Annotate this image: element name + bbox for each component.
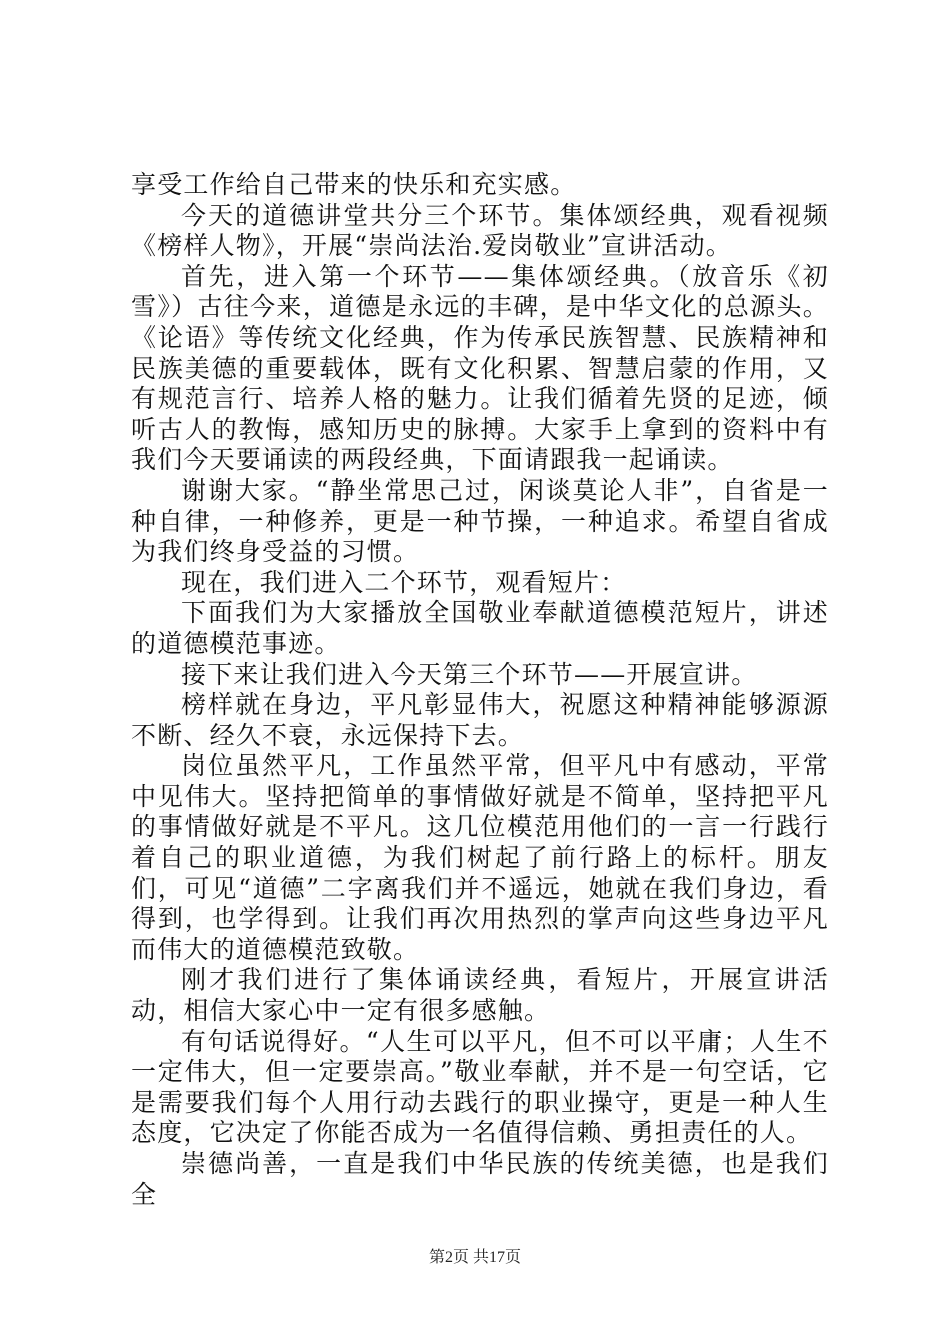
paragraph-5: 现在，我们进入二个环节，观看短片：	[181, 567, 627, 597]
paragraph-11: 有句话说得好。“人生可以平凡，但不可以平庸；人生不一定伟大，但一定要崇高。”敬业奉献，并不是一句空话，它是需要我们每个人用行动去践行的职业操守，更是一种人生态度，它决定了你能否成为一名值得信赖、勇担责任的人。	[131, 1026, 829, 1148]
paragraph-10: 刚才我们进行了集体诵读经典，看短片，开展宣讲活动，相信大家心中一定有很多感触。	[131, 965, 829, 1026]
document-body	[131, 170, 829, 1210]
paragraph-9: 岗位虽然平凡，工作虽然平常，但平凡中有感动，平常中见伟大。坚持把简单的事情做好就是不简单，坚持把平凡的事情做好就是不平凡。这几位模范用他们的一言一行践行着自己的职业道德，为我们树起了前行路上的标杆。朋友们，可见“道德”二字离我们并不遥远，她就在我们身边，看得到，也学得到。让我们再次用热烈的掌声向这些身边平凡而伟大的道德模范致敬。	[131, 751, 829, 964]
paragraph-3: 首先，进入第一个环节——集体颂经典。（放音乐《初雪》）古往今来，道德是永远的丰碑，是中华文化的总源头。《论语》等传统文化经典，作为传承民族智慧、民族精神和民族美德的重要载体，既有文化积累、智慧启蒙的作用，又有规范言行、培养人格的魅力。让我们循着先贤的足迹，倾听古人的教悔，感知历史的脉搏。大家手上拿到的资料中有我们今天要诵读的两段经典，下面请跟我一起诵读。	[131, 261, 829, 475]
paragraph-6: 下面我们为大家播放全国敬业奉献道德模范短片，讲述的道德模范事迹。	[131, 598, 829, 658]
paragraph-4: 谢谢大家。“静坐常思己过，闲谈莫论人非”，自省是一种自律，一种修养，更是一种节操，一种追求。希望自省成为我们终身受益的习惯。	[131, 475, 829, 567]
paragraph-1: 享受工作给自己带来的快乐和充实感。	[131, 170, 577, 199]
paragraph-7: 接下来让我们进入今天第三个环节——开展宣讲。	[181, 659, 758, 689]
paragraph-8: 榜样就在身边，平凡彰显伟大，祝愿这种精神能够源源不断、经久不衰，永远保持下去。	[131, 690, 829, 750]
page-number-footer: 第2页 共17页	[428, 1249, 521, 1266]
paragraph-12: 崇德尚善，一直是我们中华民族的传统美德，也是我们全	[131, 1149, 829, 1209]
paragraph-2: 今天的道德讲堂共分三个环节。集体颂经典，观看视频《榜样人物》，开展“崇尚法治.爱岗敬业”宣讲活动。	[131, 200, 829, 261]
